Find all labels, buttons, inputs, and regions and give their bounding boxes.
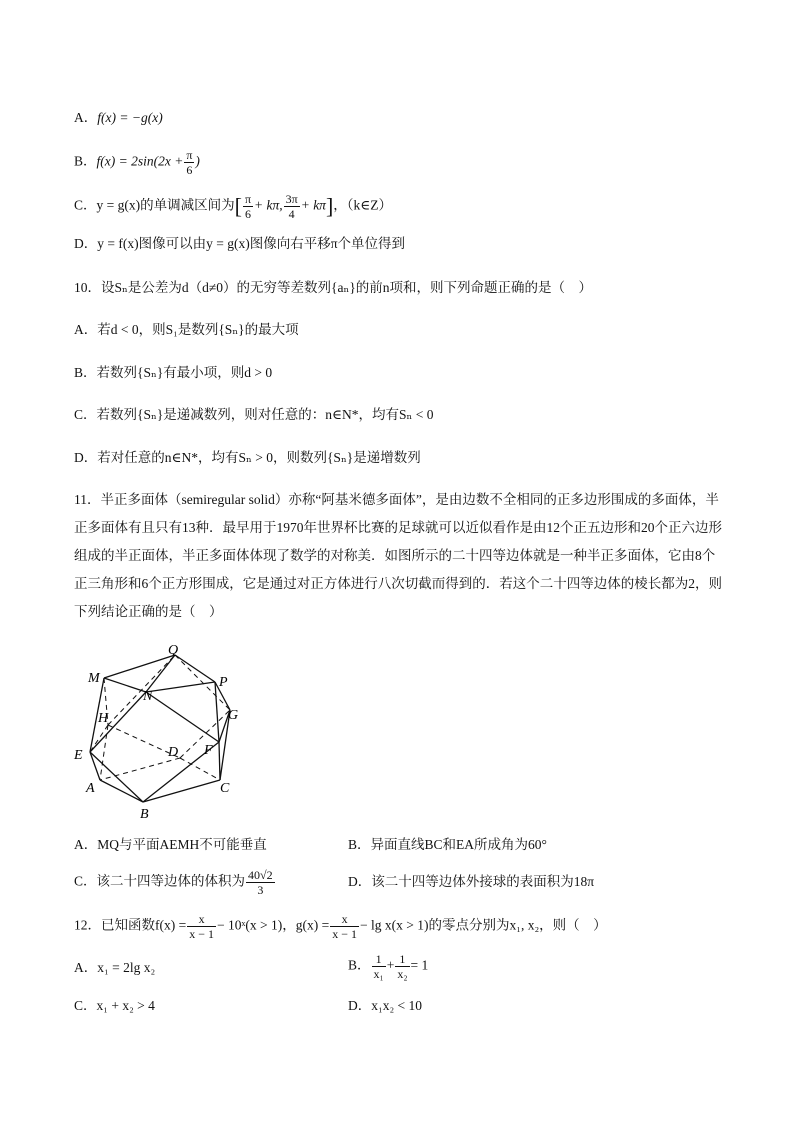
q10-option-d: D．若对任意的n∈N*，均有Sₙ > 0，则数列{Sₙ}是递增数列 — [74, 450, 421, 465]
label-b: B — [140, 807, 149, 822]
q12-option-b: B． $\frac{1}{\text{x₁}}$ + $\frac{1}{\text{x₂}}$ = 1 — [348, 952, 429, 981]
q11-option-a: A．MQ与平面AEMH不可能垂直 — [74, 837, 267, 852]
label-n: N — [143, 689, 153, 704]
q11-stem: 11．半正多面体（semiregular solid）亦称“阿基米德多面体”，是由边数不全相同的正多边形围成的多面体，半正多面体有且只有13种．最早用于1970年世界杯比赛的足球就可以近似看作是由12个正五边形和20个正六边形组成的半正面体，半正多面体体现了数学的对称美．如图所示的二十四等边体就是一种半正多面体，它由8个正三角形和6个正方形围成，它是通过对正方体进行八次切截而得到的．若这个二十四等边体的棱长都为2，则下列结论正确的是（ ） — [74, 492, 722, 619]
q12-option-a: A．x₁ = 2lg x₂ — [74, 960, 156, 975]
q9-option-b: B．f(x) = 2sin(2x + $\frac{\pi}{6}$ ) — [74, 148, 200, 177]
q11-option-b: B．异面直线BC和EA所成角为60° — [348, 837, 547, 852]
q9-option-c: C．y = g(x)的单调减区间为[ $\frac{\pi}{6}$ + kπ, $\frac{3\pi}{4}$ + kπ]，（k∈Z） — [74, 192, 393, 221]
q11-option-c: C．该二十四等边体的体积为 $\frac{40√2}{3}$ — [74, 868, 273, 897]
q12-option-d: D．x₁x₂ < 10 — [348, 998, 423, 1013]
label-q: Q — [168, 643, 179, 658]
polyhedron-figure — [70, 640, 250, 830]
q9-option-d: D．y = f(x)图像可以由y = g(x)图像向右平移π个单位得到 — [74, 236, 406, 251]
label-d: D — [168, 745, 179, 760]
label-c: C — [220, 781, 230, 796]
q10-option-a: A．若d < 0，则S₁是数列{Sₙ}的最大项 — [74, 322, 299, 337]
q9-option-a: A．f(x) = −g(x) — [74, 110, 163, 125]
fraction: $\frac{\pi}{6}$ — [186, 148, 193, 177]
q10-option-c: C．若数列{Sₙ}是递减数列，则对任意的：n∈N*，均有Sₙ < 0 — [74, 407, 434, 422]
label-h: H — [98, 711, 109, 726]
q12-stem: 12．已知函数f(x) = $\frac{x}{x - 1}$ − 10ˣ(x > 1)，g(x) = $\frac{x}{x - 1}$ − lg x(x > 1)的零点分别为x₁, x₂，则（ ） — [74, 912, 607, 941]
q12-option-c: C．x₁ + x₂ > 4 — [74, 998, 155, 1013]
label-e: E — [74, 748, 83, 763]
label-a: A — [86, 781, 95, 796]
label-p: P — [219, 675, 228, 690]
q11-option-d: D．该二十四等边体外接球的表面积为18π — [348, 874, 595, 889]
label-f: F — [204, 743, 213, 758]
q10-option-b: B．若数列{Sₙ}有最小项，则d > 0 — [74, 365, 273, 380]
label-g: G — [228, 708, 239, 723]
q10-stem: 10．设Sₙ是公差为d（d≠0）的无穷等差数列{aₙ}的前n项和，则下列命题正确的是（ ） — [74, 280, 593, 295]
label-m: M — [88, 671, 100, 686]
